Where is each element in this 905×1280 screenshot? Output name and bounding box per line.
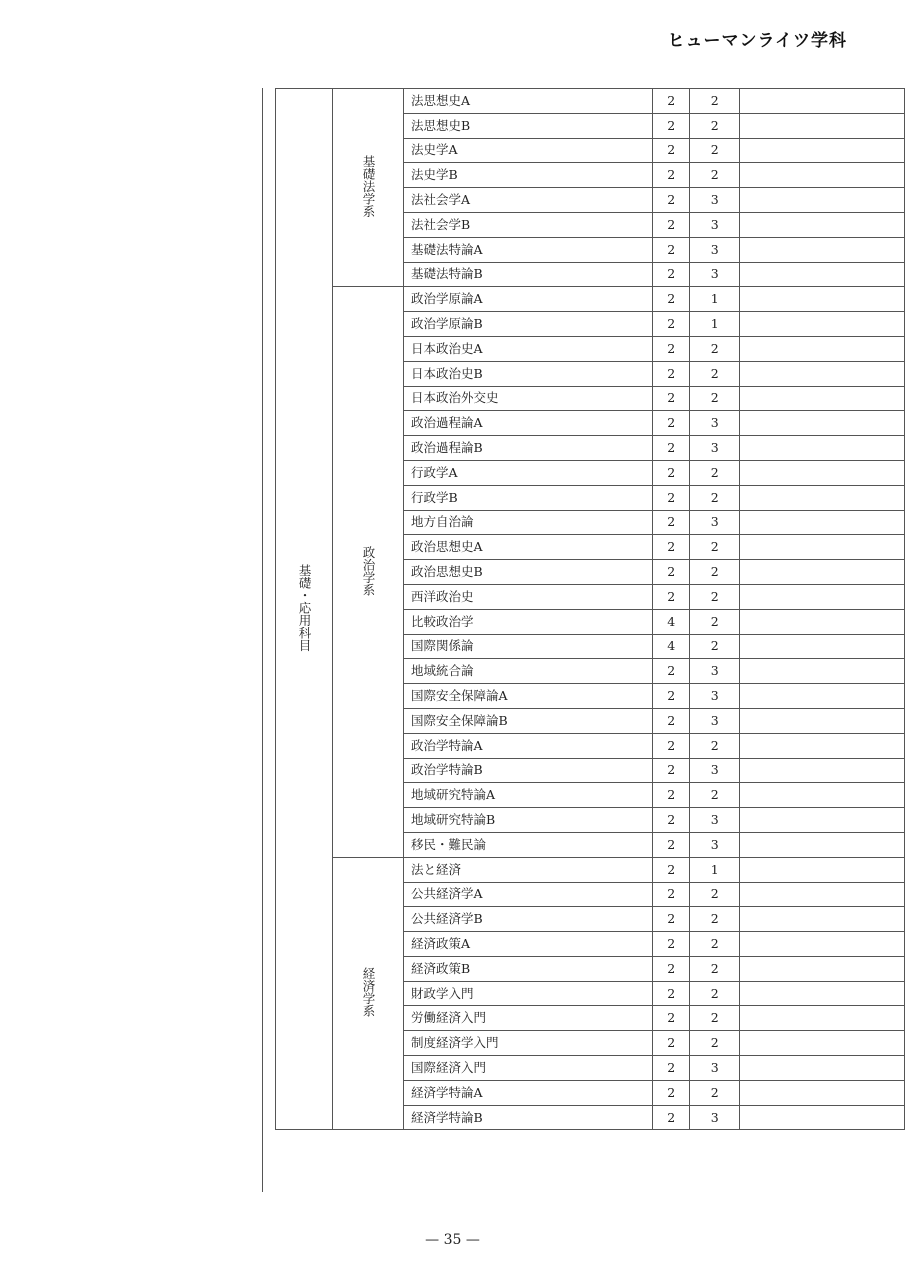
credits-cell: 2 [653, 287, 690, 312]
credits-cell: 4 [653, 634, 690, 659]
category-cell [276, 89, 333, 1130]
course-name-cell: 経済学特論A [404, 1080, 653, 1105]
credits-cell: 2 [653, 733, 690, 758]
year-cell: 2 [690, 1031, 740, 1056]
note-cell [740, 460, 905, 485]
note-cell [740, 212, 905, 237]
note-cell [740, 89, 905, 114]
year-cell: 2 [690, 361, 740, 386]
year-cell: 3 [690, 510, 740, 535]
credits-cell: 2 [653, 560, 690, 585]
course-name-cell: 地方自治論 [404, 510, 653, 535]
note-cell [740, 733, 905, 758]
note-cell [740, 634, 905, 659]
credits-cell: 2 [653, 758, 690, 783]
subcategory-label: 経済学系 [361, 967, 376, 1018]
course-name-cell: 政治学特論B [404, 758, 653, 783]
course-name-cell: 比較政治学 [404, 609, 653, 634]
note-cell [740, 783, 905, 808]
note-cell [740, 832, 905, 857]
note-cell [740, 560, 905, 585]
course-name-cell: 法史学B [404, 163, 653, 188]
credits-cell: 2 [653, 312, 690, 337]
note-cell [740, 361, 905, 386]
year-cell: 3 [690, 659, 740, 684]
course-name-cell: 労働経済入門 [404, 1006, 653, 1031]
course-name-cell: 法思想史B [404, 113, 653, 138]
course-name-cell: 法社会学A [404, 188, 653, 213]
year-cell: 2 [690, 907, 740, 932]
note-cell [740, 857, 905, 882]
year-cell: 2 [690, 485, 740, 510]
course-name-cell: 政治学原論A [404, 287, 653, 312]
credits-cell: 2 [653, 932, 690, 957]
credits-cell: 2 [653, 956, 690, 981]
year-cell: 3 [690, 684, 740, 709]
credits-cell: 2 [653, 808, 690, 833]
credits-cell: 2 [653, 138, 690, 163]
course-name-cell: 日本政治史B [404, 361, 653, 386]
course-name-cell: 移民・難民論 [404, 832, 653, 857]
year-cell: 2 [690, 733, 740, 758]
note-cell [740, 956, 905, 981]
note-cell [740, 584, 905, 609]
course-name-cell: 法史学A [404, 138, 653, 163]
note-cell [740, 336, 905, 361]
year-cell: 3 [690, 262, 740, 287]
credits-cell: 2 [653, 361, 690, 386]
credits-cell: 2 [653, 659, 690, 684]
year-cell: 2 [690, 634, 740, 659]
year-cell: 2 [690, 1080, 740, 1105]
course-name-cell: 西洋政治史 [404, 584, 653, 609]
credits-cell: 2 [653, 188, 690, 213]
course-name-cell: 基礎法特論B [404, 262, 653, 287]
note-cell [740, 1056, 905, 1081]
course-table [275, 88, 905, 1130]
credits-cell: 2 [653, 411, 690, 436]
credits-cell: 2 [653, 882, 690, 907]
note-cell [740, 188, 905, 213]
subcategory-label: 政治学系 [361, 545, 376, 596]
note-cell [740, 113, 905, 138]
margin-rule [262, 88, 263, 1192]
course-name-cell: 地域研究特論A [404, 783, 653, 808]
year-cell: 2 [690, 1006, 740, 1031]
year-cell: 2 [690, 783, 740, 808]
note-cell [740, 758, 905, 783]
year-cell: 2 [690, 882, 740, 907]
course-name-cell: 国際安全保障論A [404, 684, 653, 709]
year-cell: 1 [690, 312, 740, 337]
course-name-cell: 財政学入門 [404, 981, 653, 1006]
year-cell: 1 [690, 857, 740, 882]
credits-cell: 2 [653, 1056, 690, 1081]
course-name-cell: 行政学A [404, 460, 653, 485]
course-name-cell: 地域研究特論B [404, 808, 653, 833]
subcategory-cell [333, 287, 404, 857]
course-name-cell: 基礎法特論A [404, 237, 653, 262]
year-cell: 3 [690, 237, 740, 262]
credits-cell: 2 [653, 510, 690, 535]
course-name-cell: 制度経済学入門 [404, 1031, 653, 1056]
year-cell: 2 [690, 460, 740, 485]
subcategory-cell [333, 857, 404, 1130]
note-cell [740, 237, 905, 262]
year-cell: 2 [690, 336, 740, 361]
credits-cell: 2 [653, 832, 690, 857]
credits-cell: 2 [653, 783, 690, 808]
course-name-cell: 経済政策B [404, 956, 653, 981]
course-name-cell: 政治思想史A [404, 535, 653, 560]
year-cell: 2 [690, 535, 740, 560]
note-cell [740, 907, 905, 932]
course-name-cell: 日本政治外交史 [404, 386, 653, 411]
credits-cell: 2 [653, 1080, 690, 1105]
year-cell: 3 [690, 212, 740, 237]
note-cell [740, 1105, 905, 1130]
course-name-cell: 国際安全保障論B [404, 708, 653, 733]
note-cell [740, 1080, 905, 1105]
note-cell [740, 411, 905, 436]
credits-cell: 2 [653, 981, 690, 1006]
year-cell: 2 [690, 386, 740, 411]
table-row [276, 287, 905, 312]
table-row [276, 89, 905, 114]
year-cell: 3 [690, 188, 740, 213]
course-name-cell: 日本政治史A [404, 336, 653, 361]
credits-cell: 2 [653, 1006, 690, 1031]
note-cell [740, 163, 905, 188]
credits-cell: 2 [653, 584, 690, 609]
note-cell [740, 510, 905, 535]
credits-cell: 2 [653, 436, 690, 461]
note-cell [740, 312, 905, 337]
table-row [276, 857, 905, 882]
year-cell: 1 [690, 287, 740, 312]
course-name-cell: 国際関係論 [404, 634, 653, 659]
subcategory-cell [333, 89, 404, 287]
note-cell [740, 1031, 905, 1056]
note-cell [740, 535, 905, 560]
year-cell: 3 [690, 808, 740, 833]
course-name-cell: 国際経済入門 [404, 1056, 653, 1081]
credits-cell: 2 [653, 163, 690, 188]
year-cell: 2 [690, 932, 740, 957]
credits-cell: 4 [653, 609, 690, 634]
note-cell [740, 287, 905, 312]
year-cell: 2 [690, 956, 740, 981]
course-name-cell: 経済学特論B [404, 1105, 653, 1130]
credits-cell: 2 [653, 460, 690, 485]
note-cell [740, 882, 905, 907]
note-cell [740, 808, 905, 833]
credits-cell: 2 [653, 336, 690, 361]
credits-cell: 2 [653, 113, 690, 138]
credits-cell: 2 [653, 857, 690, 882]
note-cell [740, 1006, 905, 1031]
note-cell [740, 485, 905, 510]
note-cell [740, 138, 905, 163]
year-cell: 3 [690, 758, 740, 783]
credits-cell: 2 [653, 237, 690, 262]
course-name-cell: 政治過程論A [404, 411, 653, 436]
course-name-cell: 政治思想史B [404, 560, 653, 585]
year-cell: 2 [690, 138, 740, 163]
credits-cell: 2 [653, 1031, 690, 1056]
year-cell: 3 [690, 708, 740, 733]
note-cell [740, 386, 905, 411]
year-cell: 2 [690, 609, 740, 634]
department-title: ヒューマンライツ学科 [667, 31, 847, 51]
credits-cell: 2 [653, 212, 690, 237]
course-table-body [276, 89, 905, 1130]
note-cell [740, 684, 905, 709]
year-cell: 3 [690, 1056, 740, 1081]
course-name-cell: 政治学原論B [404, 312, 653, 337]
year-cell: 3 [690, 436, 740, 461]
note-cell [740, 262, 905, 287]
credits-cell: 2 [653, 1105, 690, 1130]
category-label: 基礎・応用科目 [297, 563, 312, 652]
year-cell: 3 [690, 1105, 740, 1130]
year-cell: 2 [690, 560, 740, 585]
year-cell: 2 [690, 584, 740, 609]
credits-cell: 2 [653, 907, 690, 932]
credits-cell: 2 [653, 386, 690, 411]
year-cell: 2 [690, 89, 740, 114]
course-name-cell: 公共経済学B [404, 907, 653, 932]
course-name-cell: 政治学特論A [404, 733, 653, 758]
note-cell [740, 708, 905, 733]
credits-cell: 2 [653, 535, 690, 560]
course-name-cell: 行政学B [404, 485, 653, 510]
credits-cell: 2 [653, 89, 690, 114]
year-cell: 2 [690, 981, 740, 1006]
year-cell: 3 [690, 411, 740, 436]
subcategory-label: 基礎法学系 [361, 154, 376, 218]
year-cell: 2 [690, 113, 740, 138]
course-name-cell: 政治過程論B [404, 436, 653, 461]
year-cell: 3 [690, 832, 740, 857]
course-name-cell: 法社会学B [404, 212, 653, 237]
course-name-cell: 法思想史A [404, 89, 653, 114]
note-cell [740, 932, 905, 957]
note-cell [740, 659, 905, 684]
course-name-cell: 地域統合論 [404, 659, 653, 684]
note-cell [740, 436, 905, 461]
course-name-cell: 公共経済学A [404, 882, 653, 907]
credits-cell: 2 [653, 708, 690, 733]
note-cell [740, 609, 905, 634]
page-number: — 35 — [425, 1232, 480, 1248]
course-name-cell: 法と経済 [404, 857, 653, 882]
year-cell: 2 [690, 163, 740, 188]
credits-cell: 2 [653, 684, 690, 709]
course-name-cell: 経済政策A [404, 932, 653, 957]
credits-cell: 2 [653, 485, 690, 510]
credits-cell: 2 [653, 262, 690, 287]
note-cell [740, 981, 905, 1006]
